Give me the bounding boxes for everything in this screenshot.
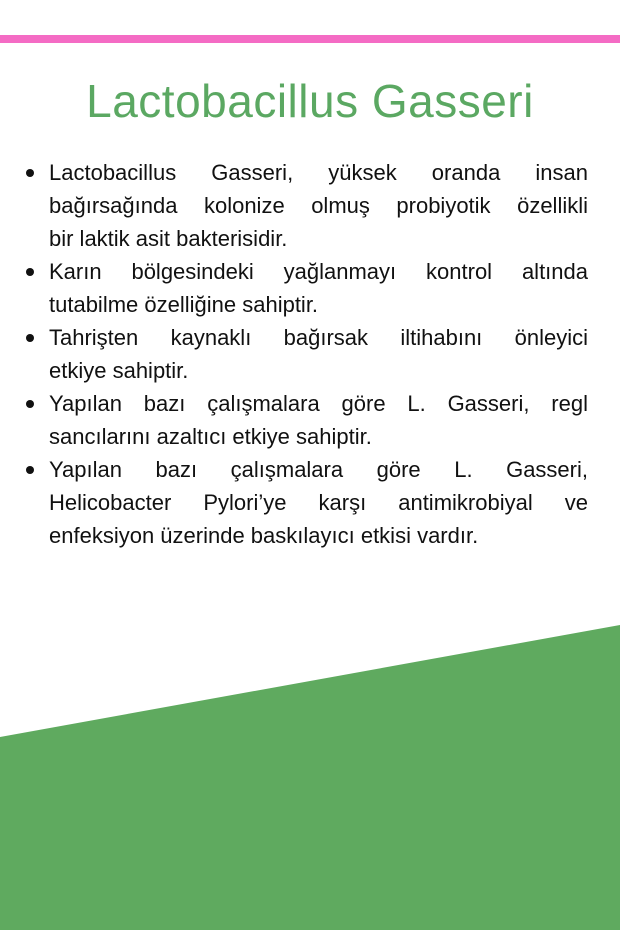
bullet-text-line: enfeksiyon üzerinde baskılayıcı etkisi vardır. bbox=[49, 523, 479, 548]
bullet-text-line: Karın bölgesindeki yağlanmayı kontrol altında bbox=[49, 259, 588, 284]
bullet-text-line: tutabilme özelliğine sahiptir. bbox=[49, 292, 319, 317]
bullet-text-line: Lactobacillus Gasseri, yüksek oranda insan bbox=[49, 160, 588, 185]
bullet-text-line: bir laktik asit bakterisidir. bbox=[49, 226, 288, 251]
bullet-text-line: Tahrişten kaynaklı bağırsak iltihabını önleyici bbox=[49, 325, 588, 350]
bullet-text-line: etkiye sahiptir. bbox=[49, 358, 189, 383]
bullet-text-line: Yapılan bazı çalışmalara göre L. Gasseri, bbox=[49, 457, 588, 482]
page-title: Lactobacillus Gasseri bbox=[86, 75, 534, 127]
bullet-text-line: Yapılan bazı çalışmalara göre L. Gasseri, regl bbox=[49, 391, 588, 416]
bullet-text-line: Helicobacter Pylori’ye karşı antimikrobiyal ve bbox=[49, 490, 588, 515]
bullet-text-line: sancılarını azaltıcı etkiye sahiptir. bbox=[49, 424, 372, 449]
bullet-text-line: bağırsağında kolonize olmuş probiyotik özellikli bbox=[49, 193, 588, 218]
